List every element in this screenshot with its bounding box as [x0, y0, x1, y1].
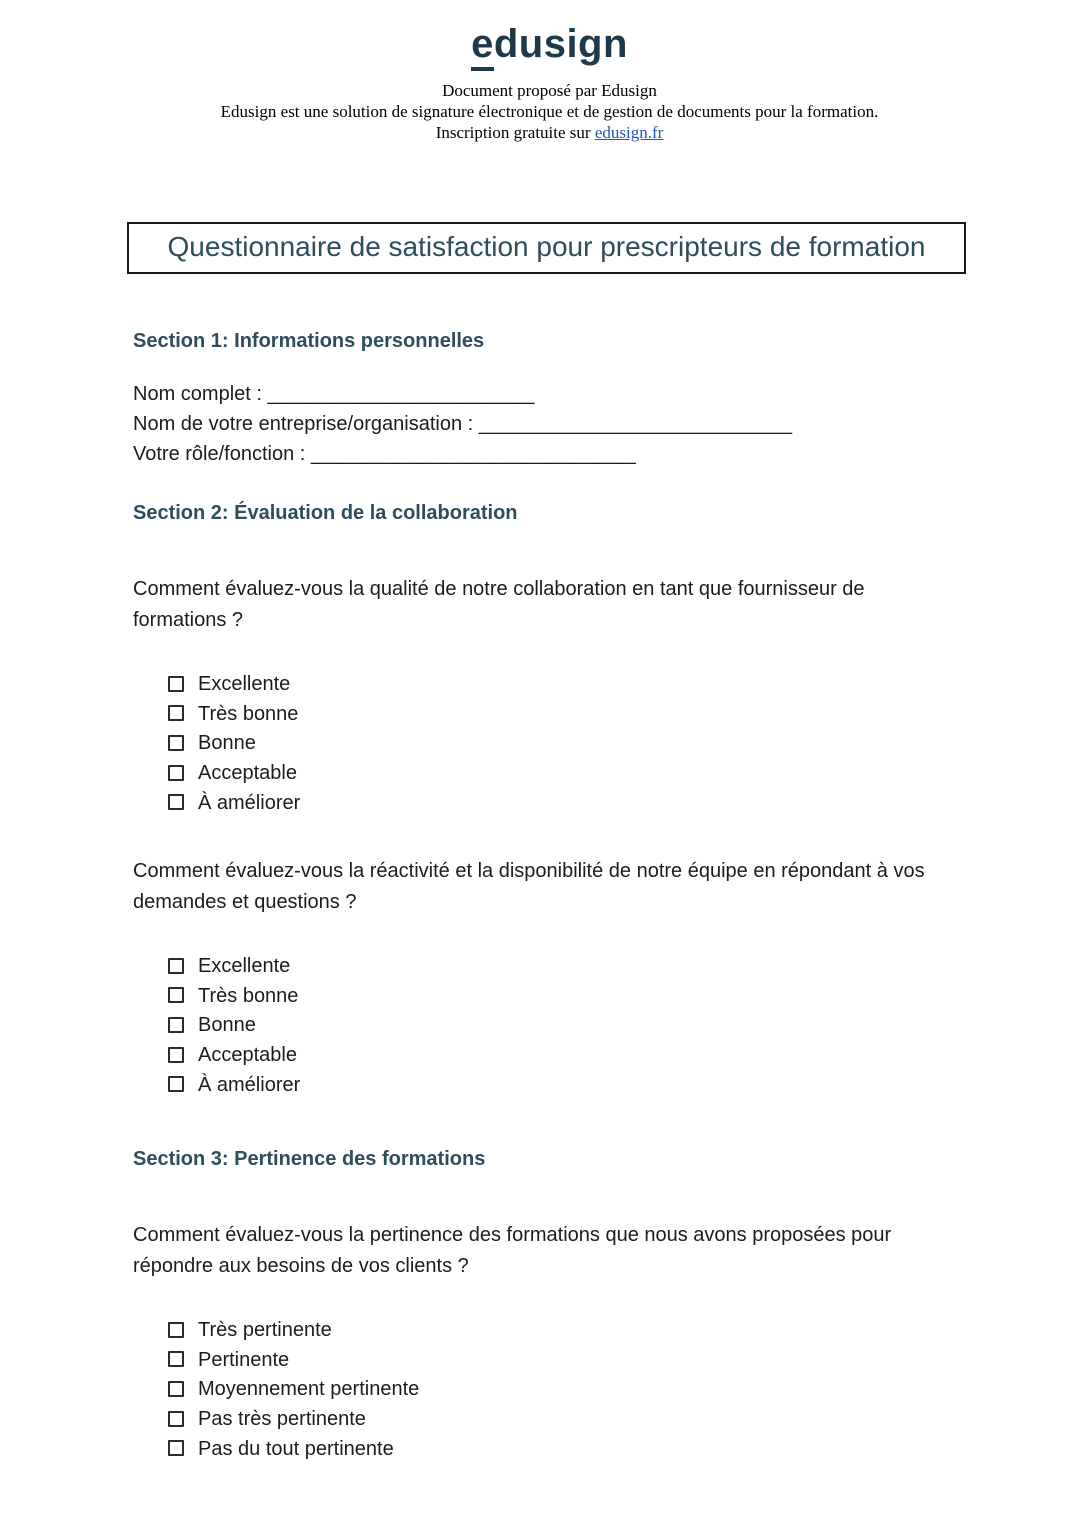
option-row[interactable] — [168, 1346, 960, 1376]
checkbox-icon[interactable] — [168, 1322, 184, 1338]
field-label: Nom complet : — [133, 383, 268, 405]
option-row[interactable] — [168, 982, 960, 1012]
option-label: Très pertinente — [198, 1319, 332, 1342]
option-label: Excellente — [198, 673, 291, 696]
intro-block — [133, 80, 966, 143]
checkbox-icon[interactable] — [168, 765, 184, 781]
question-training-relevance: Comment évaluez-vous la pertinence des formations que nous avons proposées pour répondre aux besoins de vos clients ? — [133, 1223, 892, 1277]
checkbox-icon[interactable] — [168, 987, 184, 1003]
options-team-responsiveness — [168, 952, 960, 1100]
section-1-heading: Section 1: Informations personnelles — [133, 330, 485, 352]
checkbox-icon[interactable] — [168, 1381, 184, 1397]
logo-first-letter: e — [471, 22, 494, 71]
checkbox-icon[interactable] — [168, 735, 184, 751]
option-row[interactable] — [168, 1405, 960, 1435]
option-label: Bonne — [198, 1014, 256, 1037]
field-full-name — [133, 379, 960, 409]
checkbox-icon[interactable] — [168, 705, 184, 721]
field-role — [133, 439, 960, 469]
option-row[interactable] — [168, 759, 960, 789]
option-row[interactable] — [168, 1070, 960, 1100]
edusign-logo — [471, 22, 628, 67]
personal-info-fields — [133, 379, 960, 469]
checkbox-icon[interactable] — [168, 1076, 184, 1092]
option-label: À améliorer — [198, 791, 301, 814]
field-blank-line[interactable]: ____________________________ — [310, 443, 637, 465]
field-label: Votre rôle/fonction : — [133, 443, 311, 465]
intro-line-3 — [133, 122, 966, 143]
option-label: Acceptable — [198, 762, 297, 785]
edusign-link[interactable]: edusign.fr — [594, 123, 664, 142]
checkbox-icon[interactable] — [168, 1047, 184, 1063]
option-label: Pas très pertinente — [198, 1408, 366, 1431]
section-3-heading: Section 3: Pertinence des formations — [133, 1147, 486, 1170]
option-row[interactable] — [168, 1316, 960, 1346]
checkbox-icon[interactable] — [168, 1440, 184, 1456]
question-team-responsiveness: Comment évaluez-vous la réactivité et la disponibilité de notre équipe en répondant à vos demandes et questions ? — [133, 859, 925, 913]
option-label: Excellente — [198, 955, 291, 978]
checkbox-icon[interactable] — [168, 794, 184, 810]
field-company — [133, 409, 960, 439]
logo-container — [133, 22, 966, 67]
option-label: Bonne — [198, 732, 256, 755]
intro-line-3-text: Inscription gratuite sur — [435, 123, 595, 142]
page-title: Questionnaire de satisfaction pour prescripteurs de formation — [167, 231, 926, 262]
checkbox-icon[interactable] — [168, 958, 184, 974]
options-training-relevance — [168, 1316, 960, 1464]
intro-line-1: Document proposé par Edusign — [442, 81, 657, 100]
option-label: Moyennement pertinente — [198, 1378, 420, 1401]
field-blank-line[interactable]: ___________________________ — [478, 413, 793, 435]
checkbox-icon[interactable] — [168, 1017, 184, 1033]
option-label: Pertinente — [198, 1348, 290, 1371]
option-label: À améliorer — [198, 1073, 301, 1096]
option-row[interactable] — [168, 729, 960, 759]
option-row[interactable] — [168, 1041, 960, 1071]
field-label: Nom de votre entreprise/organisation : — [133, 413, 479, 435]
option-row[interactable] — [168, 1434, 960, 1464]
logo-rest: dusign — [493, 22, 628, 66]
option-label: Pas du tout pertinente — [198, 1437, 394, 1460]
option-row[interactable] — [168, 952, 960, 982]
checkbox-icon[interactable] — [168, 1411, 184, 1427]
option-row[interactable] — [168, 700, 960, 730]
option-row[interactable] — [168, 1375, 960, 1405]
checkbox-icon[interactable] — [168, 1351, 184, 1367]
question-collaboration-quality: Comment évaluez-vous la qualité de notre collaboration en tant que fournisseur de formations ? — [133, 578, 865, 631]
option-label: Très bonne — [198, 702, 299, 725]
option-row[interactable] — [168, 670, 960, 700]
intro-line-2: Edusign est une solution de signature électronique et de gestion de documents pour la formation. — [220, 102, 879, 121]
option-row[interactable] — [168, 1011, 960, 1041]
field-blank-line[interactable]: _______________________ — [267, 383, 535, 405]
option-row[interactable] — [168, 788, 960, 818]
title-box — [127, 222, 966, 274]
option-label: Acceptable — [198, 1044, 297, 1067]
checkbox-icon[interactable] — [168, 676, 184, 692]
options-collaboration-quality — [168, 670, 960, 818]
option-label: Très bonne — [198, 984, 299, 1007]
section-2-heading: Section 2: Évaluation de la collaboration — [133, 502, 518, 524]
